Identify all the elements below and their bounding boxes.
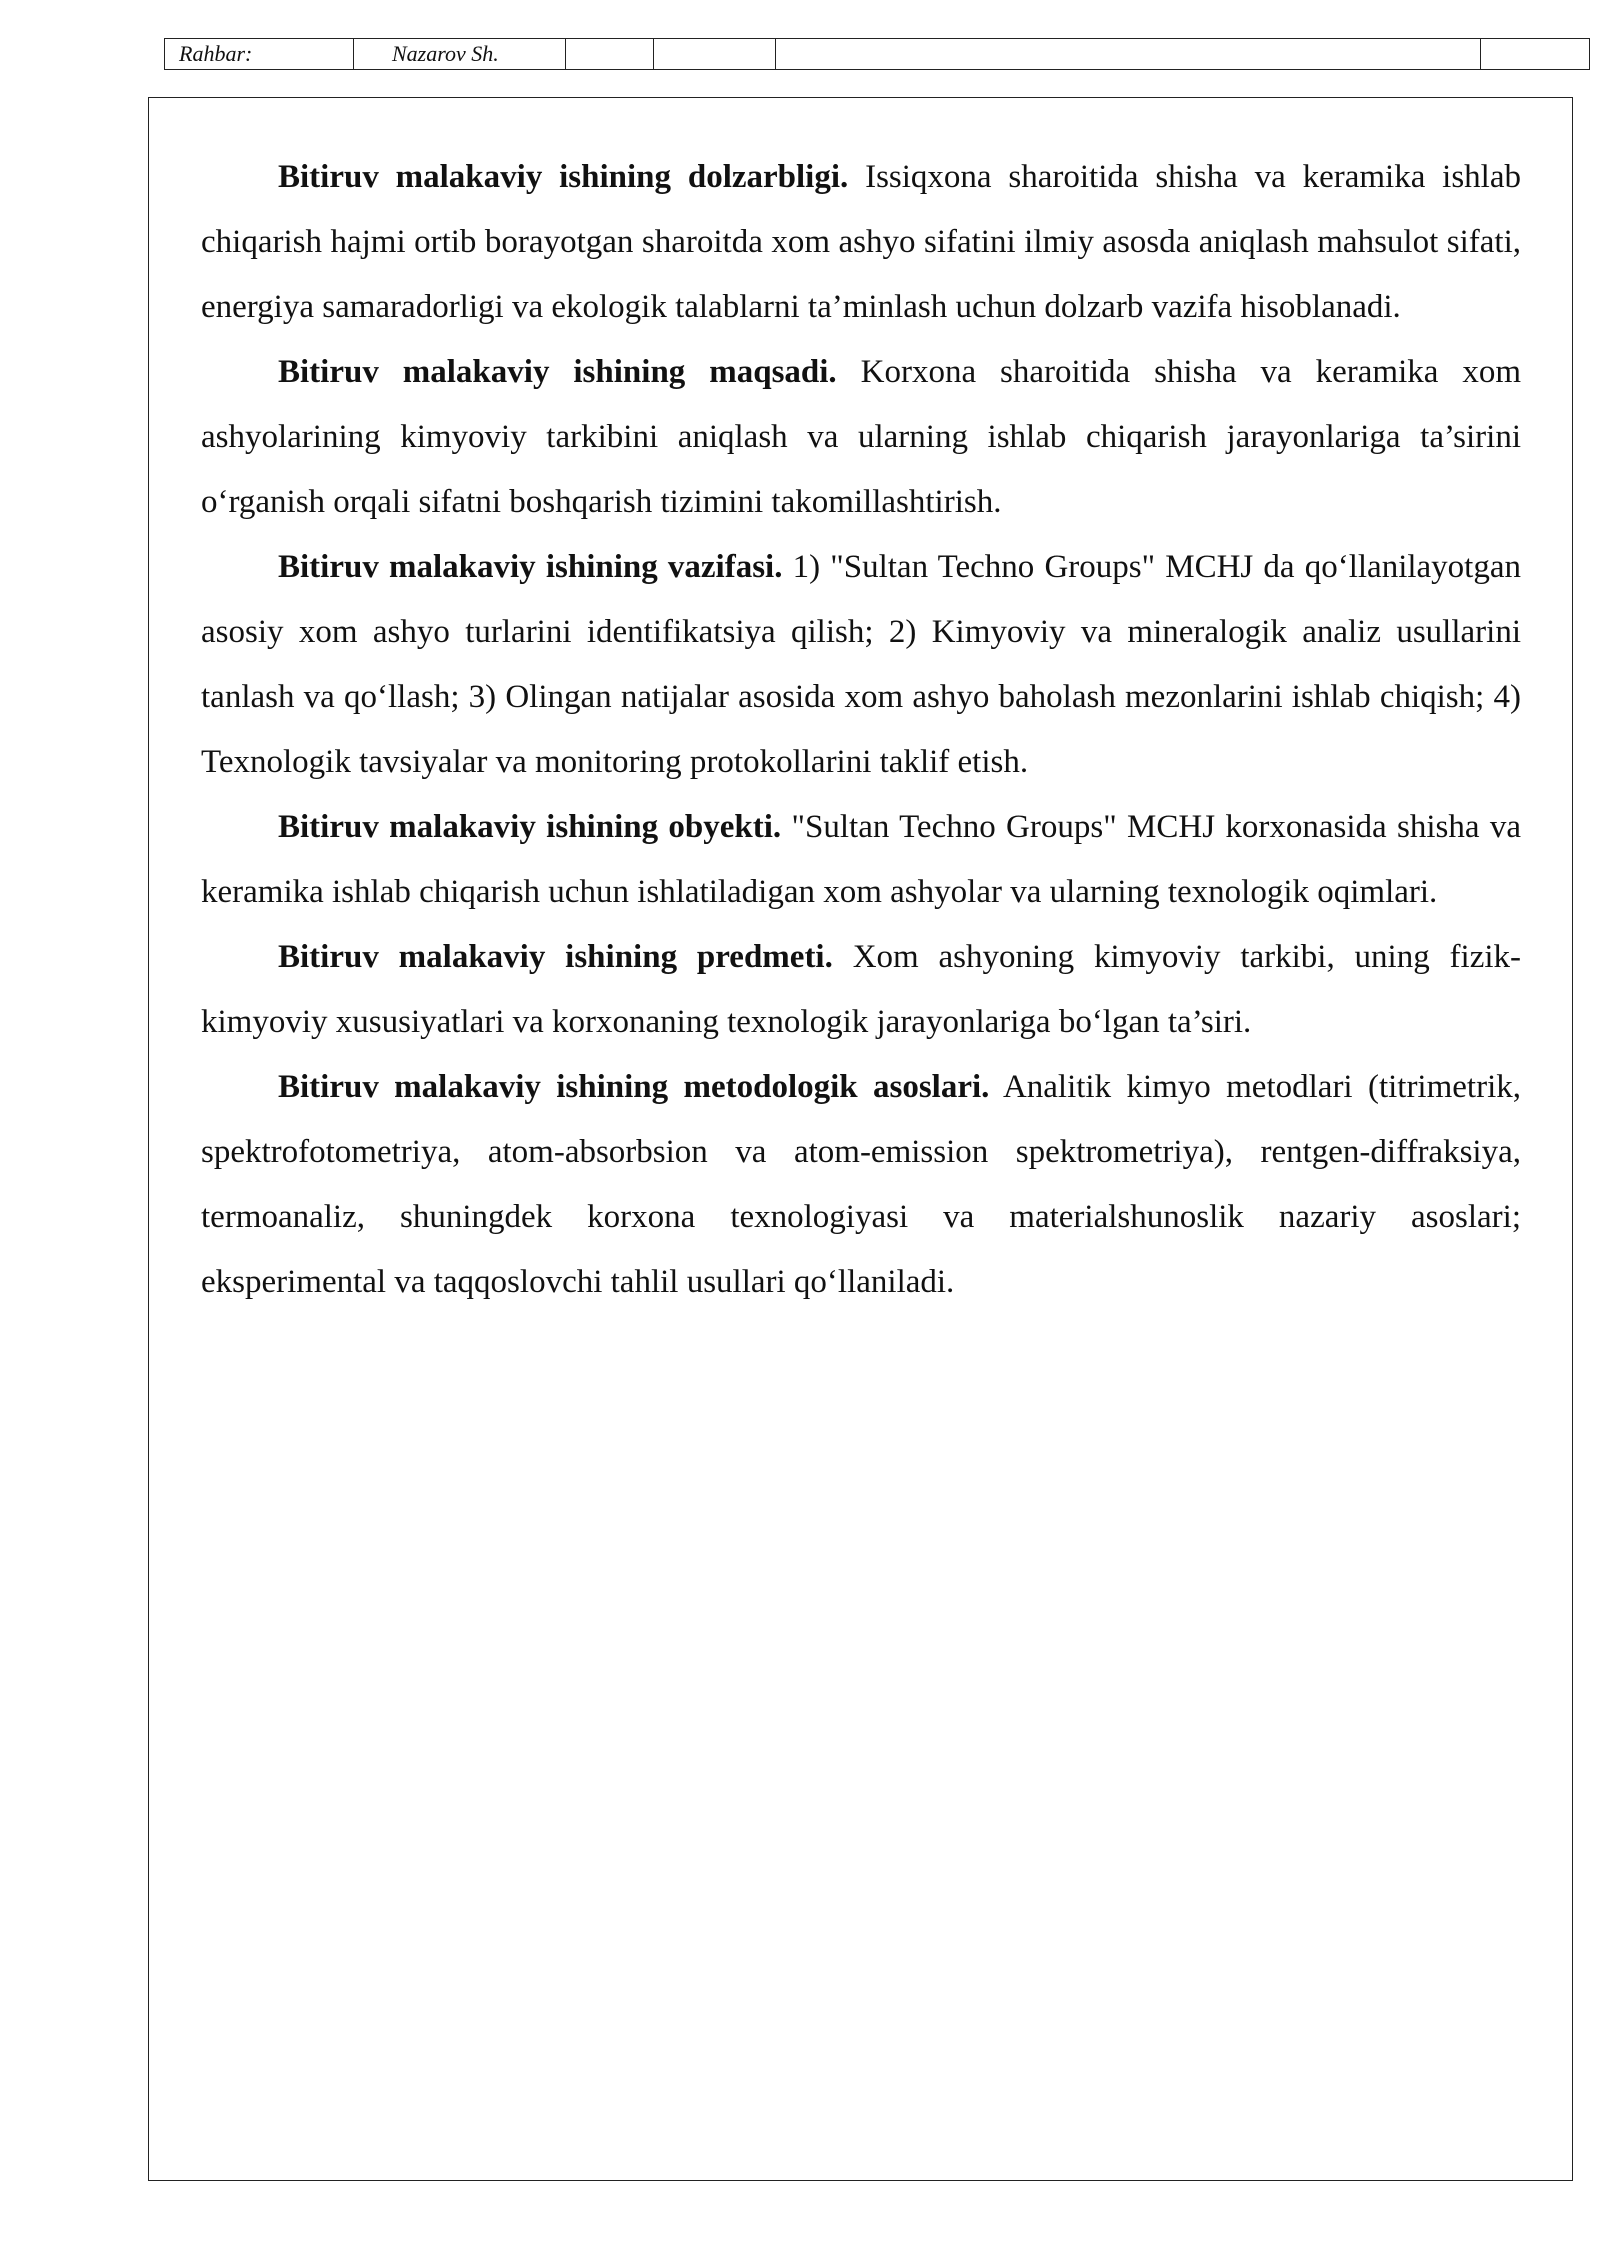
section-methodology — [201, 1055, 1521, 1315]
header-cell-6 — [1481, 39, 1590, 70]
section-heading: Bitiruv malakaviy ishining dolzarbligi. — [278, 159, 849, 195]
section-subject — [201, 925, 1521, 1055]
section-heading: Bitiruv malakaviy ishining maqsadi. — [278, 354, 837, 390]
header-table — [164, 38, 1590, 70]
section-text: 1) "Sultan Techno Groups" MCHJ da qo‘llanilayotgan asosiy xom ashyo turlarini identifikatsiya qilish; 2) Kimyoviy va mineralogik analiz usullarini tanlash va qo‘llash; 3) Olingan natijalar asosida xom ashyo baholash mezonlarini ishlab chiqish; 4) Texnologik tavsiyalar va monitoring protokollarini taklif etish. — [201, 549, 1521, 780]
section-heading: Bitiruv malakaviy ishining metodologik asoslari. — [278, 1069, 990, 1105]
header-cell-3 — [566, 39, 654, 70]
section-object — [201, 795, 1521, 925]
section-tasks — [201, 535, 1521, 795]
header-cell-4 — [654, 39, 776, 70]
section-heading: Bitiruv malakaviy ishining obyekti. — [278, 809, 782, 845]
section-heading: Bitiruv malakaviy ishining predmeti. — [278, 939, 833, 975]
header-row — [165, 39, 1590, 70]
section-heading: Bitiruv malakaviy ishining vazifasi. — [278, 549, 783, 585]
supervisor-name: Nazarov Sh. — [354, 39, 566, 70]
section-text: "Sultan Techno Groups" MCHJ korxonasida shisha va keramika ishlab chiqarish uchun ishlatiladigan xom ashyolar va ularning texnologik oqimlari. — [201, 809, 1521, 910]
section-text: Xom ashyoning kimyoviy tarkibi, uning fizik-kimyoviy xususiyatlari va korxonaning texnologik jarayonlariga bo‘lgan ta’siri. — [201, 939, 1522, 1040]
section-text: Korxona sharoitida shisha va keramika xom ashyolarining kimyoviy tarkibini aniqlash va ularning ishlab chiqarish jarayonlariga ta’sirini o‘rganish orqali sifatni boshqarish tizimini takomillashtirish. — [201, 354, 1521, 520]
document-body — [201, 145, 1521, 1315]
section-text: Analitik kimyo metodlari (titrimetrik, spektrofotometriya, atom-absorbsion va atom-emission spektrometriya), rentgen-diffraksiya, termoanaliz, shuningdek korxona texnologiyasi va materialshunoslik nazariy asoslari; eksperimental va taqqoslovchi tahlil usullari qo‘llaniladi. — [201, 1069, 1521, 1300]
section-text: Issiqxona sharoitida shisha va keramika ishlab chiqarish hajmi ortib borayotgan sharoitda xom ashyo sifatini ilmiy asosda aniqlash mahsulot sifati, energiya samaradorligi va ekologik talablarni ta’minlash uchun dolzarb vazifa hisoblanadi. — [201, 159, 1521, 325]
header-cell-5 — [776, 39, 1481, 70]
section-goal — [201, 340, 1521, 535]
supervisor-label: Rahbar: — [165, 39, 354, 70]
section-relevance — [201, 145, 1521, 340]
